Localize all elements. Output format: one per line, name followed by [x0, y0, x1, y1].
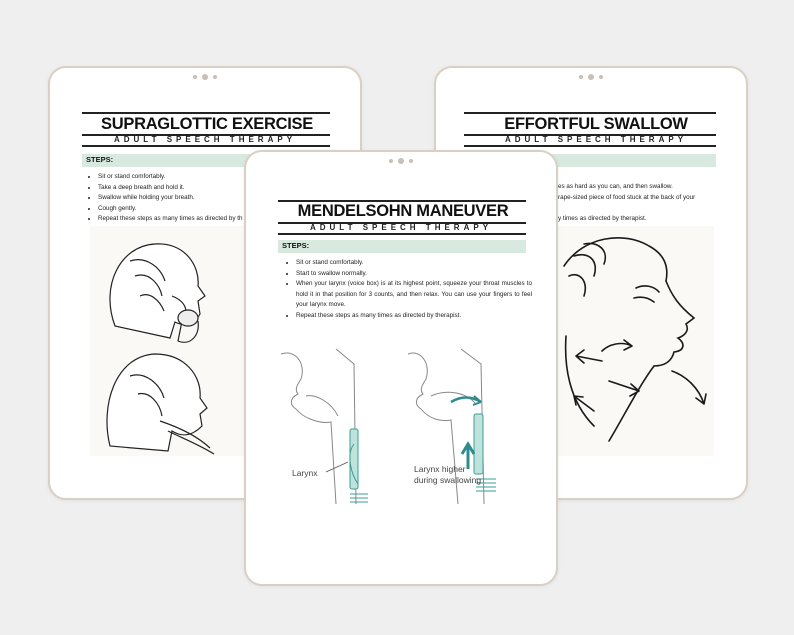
page-title: EFFORTFUL SWALLOW	[504, 115, 688, 133]
camera-dots	[389, 158, 413, 164]
list-item: y times as directed by therapist.	[558, 214, 647, 222]
list-item: • Swallow while holding your breath.	[98, 193, 338, 204]
face-profile-illustration	[554, 226, 714, 456]
list-item	[558, 203, 695, 214]
page-subtitle: ADULT SPEECH THERAPY	[309, 223, 493, 232]
subtitle-rule	[278, 233, 526, 235]
list-item: • Cough gently.	[98, 204, 338, 215]
title-rule-top	[464, 112, 716, 114]
steps-list	[558, 182, 695, 224]
list-item: • Sit or stand comfortably.	[296, 258, 532, 269]
page-subtitle: ADULT SPEECH THERAPY	[113, 135, 297, 144]
larynx-higher-label: Larynx higher	[414, 464, 466, 474]
larynx-diagram	[276, 344, 526, 509]
list-item: • Repeat these steps as many times as directed by th	[98, 214, 338, 225]
steps-label: STEPS:	[86, 155, 114, 164]
title-rule-top	[82, 112, 330, 114]
list-item: • Repeat these steps as many times as directed by therapist.	[296, 311, 532, 322]
list-item: • Sit or stand comfortably.	[98, 172, 338, 183]
tablet-mendelsohn	[244, 150, 558, 586]
page-title: MENDELSOHN MANEUVER	[297, 202, 509, 220]
larynx-label: Larynx	[292, 468, 318, 478]
list-item: • Take a deep breath and hold it.	[98, 183, 338, 194]
list-item: • When your larynx (voice box) is at its highest point, squeeze your throat muscles to hold it in that position for 3 counts, and then relax. You can use your fingers to feel your larynx move.	[296, 279, 532, 311]
steps-list	[286, 258, 532, 321]
subtitle-rule	[464, 145, 716, 147]
list-item: • Start to swallow normally.	[296, 269, 532, 280]
camera-dots	[579, 74, 603, 80]
list-item: rape-sized piece of food stuck at the back of your	[558, 193, 696, 201]
steps-label: STEPS:	[282, 241, 310, 250]
steps-header	[278, 240, 526, 253]
during-swallowing-label: during swallowing	[414, 475, 482, 485]
page-title: SUPRAGLOTTIC EXERCISE	[101, 115, 313, 133]
page-subtitle: ADULT SPEECH THERAPY	[504, 135, 688, 144]
subtitle-rule	[82, 145, 330, 147]
list-item: es as hard as you can, and then swallow.	[558, 183, 673, 190]
camera-dots	[193, 74, 217, 80]
